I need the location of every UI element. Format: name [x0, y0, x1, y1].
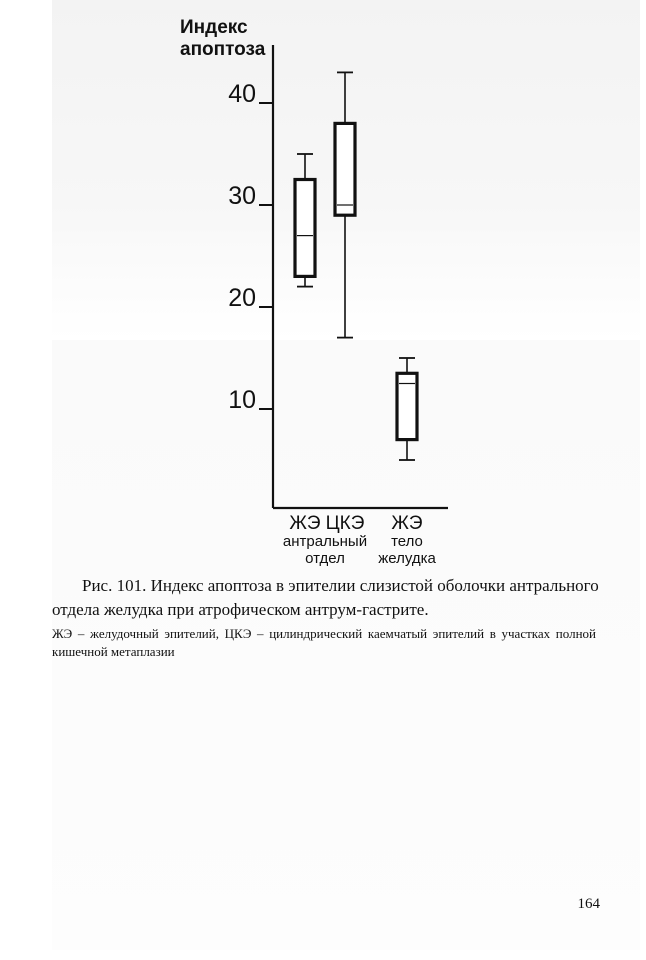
y-axis-title-line-2: апоптоза — [180, 39, 266, 60]
y-tick-label-20: 20 — [228, 284, 256, 312]
group-label-1-line-1: антральный — [282, 533, 368, 550]
group-label-2-line-1: тело — [391, 533, 423, 550]
group-label-2-line-2: желудка — [378, 550, 436, 567]
y-tick-label-30: 30 — [228, 182, 256, 210]
box-1-iqr — [295, 180, 315, 277]
page-number: 164 — [577, 896, 600, 912]
y-tick-label-10: 10 — [228, 386, 256, 414]
y-axis-title-line-1: Индекс — [180, 17, 248, 38]
category-label-1: ЖЭ — [289, 513, 321, 534]
category-label-3: ЖЭ — [391, 513, 423, 534]
category-label-2: ЦКЭ — [325, 513, 365, 534]
figure-note: ЖЭ – желудочный эпителий, ЦКЭ – цилиндрический каемчатый эпителий в участках полной кишечной метаплазии — [52, 626, 596, 659]
y-tick-label-40: 40 — [228, 80, 256, 108]
figure-caption: Рис. 101. Индекс апоптоза в эпителии слизистой оболочки антрального отдела желудка при атрофическом антрум-гастрите. — [52, 576, 599, 619]
group-label-1-line-2: отдел — [305, 550, 345, 567]
box-2-iqr — [335, 123, 355, 215]
apoptosis-boxplot-chart — [150, 10, 470, 570]
